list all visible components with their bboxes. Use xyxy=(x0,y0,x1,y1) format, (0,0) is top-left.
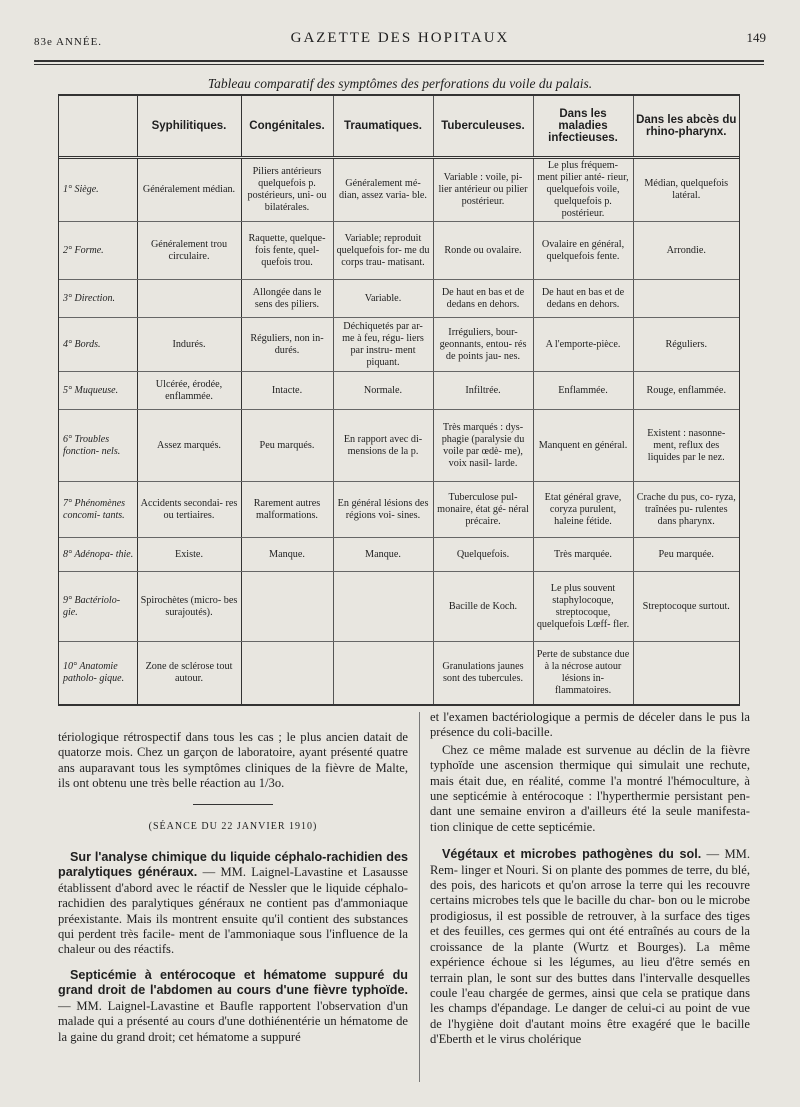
table-cell: Irréguliers, bour- geonnants, entou- rés de points jau- nes. xyxy=(433,318,533,372)
session-heading: (SÉANCE DU 22 JANVIER 1910) xyxy=(148,820,318,832)
table-cell xyxy=(137,280,241,318)
header-rule xyxy=(34,60,764,62)
table-cell: Très marqués : dys- phagie (paralysie du voile par œdè- me), voix nasil- larde. xyxy=(433,410,533,482)
table-cell: A l'emporte-pièce. xyxy=(533,318,633,372)
row-label: 8° Adénopa- thie. xyxy=(59,538,137,572)
right-column xyxy=(430,710,750,1050)
table-cell: Tuberculose pul- monaire, état gé- néral précaire. xyxy=(433,482,533,538)
table-cell: Indurés. xyxy=(137,318,241,372)
table-cell: Généralement mé- dian, assez varia- ble. xyxy=(333,158,433,222)
article-title: Sur l'analyse chimique du liquide céphalo-rachidien des paralytiques généraux. xyxy=(58,850,408,880)
table-cell xyxy=(241,642,333,704)
table-row xyxy=(59,410,739,482)
table-cell xyxy=(241,572,333,642)
table-cell: Crache du pus, co- ryza, traînées pu- rulentes dans pharynx. xyxy=(633,482,739,538)
row-label: 5° Muqueuse. xyxy=(59,372,137,410)
column-header xyxy=(59,96,137,158)
row-label: 3° Direction. xyxy=(59,280,137,318)
table-cell: Peu marqués. xyxy=(241,410,333,482)
table-cell: Intacte. xyxy=(241,372,333,410)
table-cell: Le plus souvent staphylocoque, streptocoque, quelquefois Lœff- fler. xyxy=(533,572,633,642)
article-body: — MM. Laignel-Lavastine et Lasausse établissent d'abord avec le réactif de Nessler que le liquide céphalo-rachidien des paralytiques généraux ne contient pas d'ammoniaque préexistante. Mais ils montrent ensuite qu'il contient des substances qui perdent très facile- ment de l'ammoniaque sous l'influence de la chaleur ou des réactifs. xyxy=(58,865,408,957)
article-paragraph xyxy=(58,850,408,958)
table-cell: Ronde ou ovalaire. xyxy=(433,222,533,280)
article-title: Septicémie à entérocoque et hématome suppuré du grand droit de l'abdomen au cours d'une fièvre typhoïde. xyxy=(58,967,408,998)
table-cell: Rouge, enflammée. xyxy=(633,372,739,410)
table-cell: Streptocoque surtout. xyxy=(633,572,739,642)
table-cell xyxy=(333,642,433,704)
table-cell: Bacille de Koch. xyxy=(433,572,533,642)
row-label: 1° Siège. xyxy=(59,158,137,222)
table-cell: Variable. xyxy=(333,280,433,318)
header-rule-thin xyxy=(34,64,764,65)
article-paragraph xyxy=(430,847,750,1047)
column-divider xyxy=(419,712,420,1082)
table-header-row xyxy=(59,96,739,158)
paragraph: tériologique rétrospectif dans tous les cas ; le plus ancien datait de quatorze mois. Chez un garçon de laboratoire, ayant présenté quatre ans auparavant tous les symptômes cliniques de la fièvre de Malte, ils ont obtenu une très belle réaction au 1/3o. xyxy=(58,730,408,791)
table-cell: Médian, quelquefois latéral. xyxy=(633,158,739,222)
table-cell: Manque. xyxy=(333,538,433,572)
table-title: Tableau comparatif des symptômes des perforations du voile du palais. xyxy=(207,76,593,91)
table-cell: Normale. xyxy=(333,372,433,410)
table-cell: Raquette, quelque- fois fente, quel- quefois trou. xyxy=(241,222,333,280)
row-label: 10° Anatomie patholo- gique. xyxy=(59,642,137,704)
table-cell: Généralement médian. xyxy=(137,158,241,222)
table-row xyxy=(59,538,739,572)
table-cell: Généralement trou circulaire. xyxy=(137,222,241,280)
table-row xyxy=(59,222,739,280)
row-label: 2° Forme. xyxy=(59,222,137,280)
table-cell: Etat général grave, coryza purulent, haleine fétide. xyxy=(533,482,633,538)
table-cell: Perte de substance due à la nécrose autour lésions in- flammatoires. xyxy=(533,642,633,704)
table-row xyxy=(59,482,739,538)
table-cell xyxy=(333,572,433,642)
table-row xyxy=(59,572,739,642)
table-cell: Infiltrée. xyxy=(433,372,533,410)
table-row xyxy=(59,318,739,372)
table-cell: Spirochètes (micro- bes surajoutés). xyxy=(137,572,241,642)
table-cell: Allongée dans le sens des piliers. xyxy=(241,280,333,318)
table-cell: De haut en bas et de dedans en dehors. xyxy=(433,280,533,318)
table-cell: Manque. xyxy=(241,538,333,572)
table-cell: Variable : voile, pi- lier antérieur ou pilier postérieur. xyxy=(433,158,533,222)
table-cell: Manquent en général. xyxy=(533,410,633,482)
table-cell: Quelquefois. xyxy=(433,538,533,572)
column-header: Tuberculeuses. xyxy=(433,96,533,158)
table-cell: Ovalaire en général, quelquefois fente. xyxy=(533,222,633,280)
table-row xyxy=(59,642,739,704)
article-paragraph xyxy=(58,968,408,1045)
row-label: 4° Bords. xyxy=(59,318,137,372)
table-cell: Piliers antérieurs quelquefois p. postérieurs, uni- ou bilatérales. xyxy=(241,158,333,222)
paragraph: et l'examen bactériologique a permis de déceler dans le pus la présence du coli-bacille. xyxy=(430,710,750,740)
column-header: Dans les abcès du rhino-pharynx. xyxy=(633,96,739,158)
table-cell: Accidents secondai- res ou tertiaires. xyxy=(137,482,241,538)
table-cell: Réguliers. xyxy=(633,318,739,372)
table-cell: Réguliers, non in- durés. xyxy=(241,318,333,372)
table-row xyxy=(59,158,739,222)
row-label: 9° Bactériolo- gie. xyxy=(59,572,137,642)
row-label: 7° Phénomènes concomi- tants. xyxy=(59,482,137,538)
comparison-table-frame xyxy=(58,94,740,706)
row-label: 6° Troubles fonction- nels. xyxy=(59,410,137,482)
running-header xyxy=(34,28,766,50)
table-cell: En général lésions des régions voi- sines. xyxy=(333,482,433,538)
table-cell: Le plus fréquem- ment pilier anté- rieur, quelquefois voile, quelquefois p. postérieur. xyxy=(533,158,633,222)
section-rule xyxy=(193,804,273,805)
table-cell xyxy=(633,280,739,318)
table-cell: Existent : nasonne- ment, reflux des liquides par le nez. xyxy=(633,410,739,482)
table-row xyxy=(59,280,739,318)
table-cell xyxy=(633,642,739,704)
table-cell: Rarement autres malformations. xyxy=(241,482,333,538)
table-cell: Arrondie. xyxy=(633,222,739,280)
article-body: — MM. Laignel-Lavastine et Baufle rapportent l'observation d'un malade qui a présenté au cours d'une dothiénentérie un hématome de la gaine du grand droit; cet hématome a suppuré xyxy=(58,998,408,1044)
article-body: — MM. Rem- linger et Nouri. Si on plante des pommes de terre, du blé, des pois, des haricots et qu'on arrose la terre qui les recouvre certains microbes tels que le bacille du char- bon ou le microbe prodigiosus, il est possible de retrouver, à la surface des tiges et des feuilles, ces germes qui ont été entraînés au cours de la croissance de la plante (Wurtz et Bourges). La même expérience échoue si les légumes, au lieu d'être semés en terrain plan, le sont sur des buttes dans l'intervalle desquelles coule l'eau chargée de germes, ainsi que cela se pratique dans les champs d'épandage. Le danger de celui-ci au point de vue de l'hygiène doit d'autant moins être exagéré que le bacille d'Eberth et le virus cholérique xyxy=(430,847,750,1047)
column-header: Congénitales. xyxy=(241,96,333,158)
table-cell: Très marquée. xyxy=(533,538,633,572)
table-cell: Enflammée. xyxy=(533,372,633,410)
table-cell: Déchiquetés par ar- me à feu, régu- liers par instru- ment piquant. xyxy=(333,318,433,372)
column-header: Dans les maladies infectieuses. xyxy=(533,96,633,158)
comparison-table xyxy=(59,96,739,704)
table-row xyxy=(59,372,739,410)
table-cell: Zone de sclérose tout autour. xyxy=(137,642,241,704)
table-cell: Granulations jaunes sont des tubercules. xyxy=(433,642,533,704)
table-cell: Assez marqués. xyxy=(137,410,241,482)
table-cell: Ulcérée, érodée, enflammée. xyxy=(137,372,241,410)
table-cell: Variable; reproduit quelquefois for- me du corps trau- matisant. xyxy=(333,222,433,280)
table-cell: En rapport avec di- mensions de la p. xyxy=(333,410,433,482)
journal-title: GAZETTE DES HOPITAUX xyxy=(290,30,510,46)
column-header: Syphilitiques. xyxy=(137,96,241,158)
table-cell: De haut en bas et de dedans en dehors. xyxy=(533,280,633,318)
left-column xyxy=(58,730,408,1047)
volume-label: 83e ANNÉE. xyxy=(34,36,103,48)
table-cell: Peu marquée. xyxy=(633,538,739,572)
page-number: 149 xyxy=(746,30,766,45)
paragraph: Chez ce même malade est survenue au déclin de la fièvre typhoïde une ascension thermique qui simulait une rechute, mais était due, en réalité, comme l'a montré l'hémoculture, à une septicémie à entérocoque : l'hyperthermie persistant pen- dant une semaine environ a d'ailleurs été la seule manifesta- tion clinique de cette septicémie. xyxy=(430,742,750,834)
table-cell: Existe. xyxy=(137,538,241,572)
column-header: Traumatiques. xyxy=(333,96,433,158)
article-title: Végétaux et microbes pathogènes du sol. xyxy=(442,847,702,862)
